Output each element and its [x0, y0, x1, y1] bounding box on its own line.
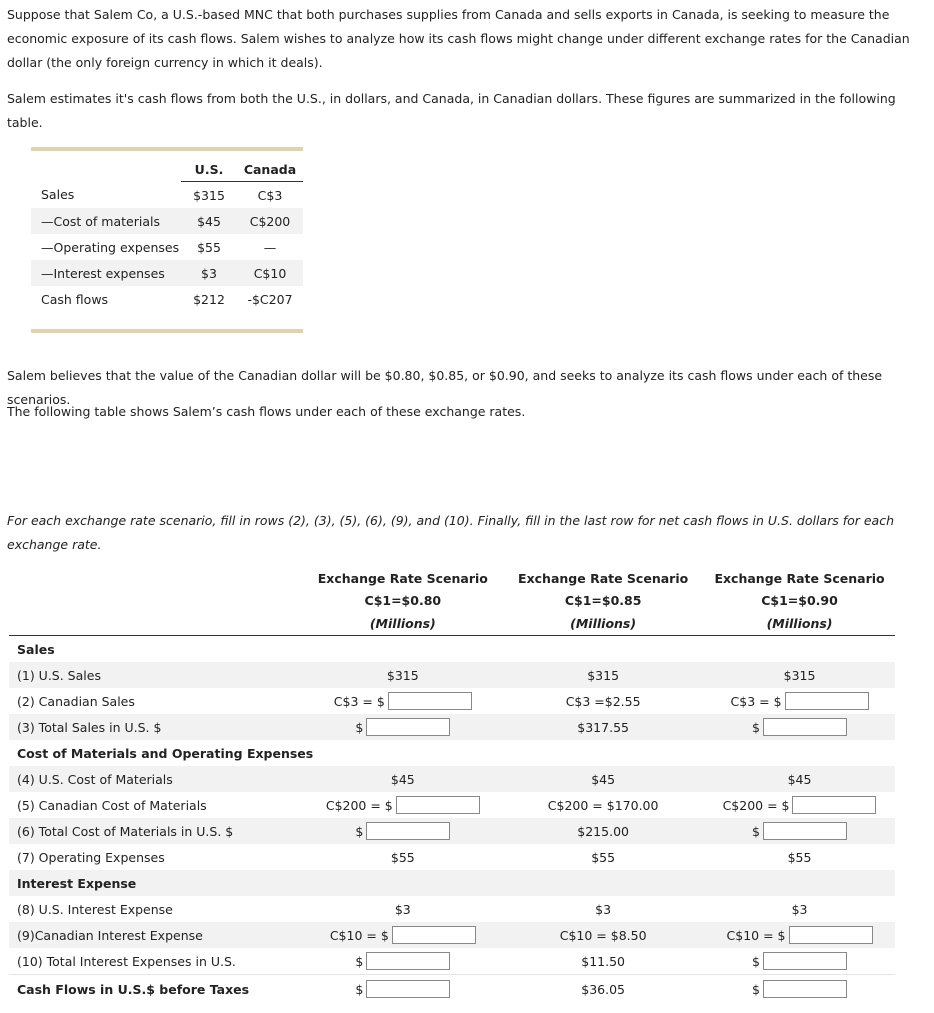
input-prefix: $ [752, 719, 760, 735]
input-prefix: C$10 = $ [726, 927, 786, 943]
summary-header-us: U.S. [181, 157, 237, 182]
us-value: $45 [181, 208, 237, 234]
input-prefix: $ [355, 953, 364, 969]
answer-input[interactable] [388, 692, 472, 710]
scenario-085-value: $36.05 [502, 975, 704, 1004]
intro-paragraph-2: Salem estimates it's cash flows from both the U.S., in dollars, and Canada, in Canadian dollars. These figures are summarized in the following table. [7, 91, 896, 130]
scenario-090-value: $55 [787, 849, 812, 865]
summary-header-canada: Canada [237, 157, 303, 182]
answer-input[interactable] [366, 822, 450, 840]
summary-header-row [31, 157, 303, 182]
input-prefix: $ [355, 981, 364, 997]
input-prefix: C$3 = $ [333, 693, 385, 709]
scenario-table [9, 567, 895, 1003]
scenario-rate: C$1=$0.80 [364, 592, 442, 608]
answer-input[interactable] [366, 718, 450, 736]
answer-input[interactable] [785, 692, 869, 710]
row-label: (9)Canadian Interest Expense [9, 922, 303, 948]
table-row [31, 260, 303, 286]
section-row [9, 870, 895, 896]
scenario-heading: Exchange Rate Scenario [518, 570, 689, 586]
row-label: (2) Canadian Sales [17, 693, 135, 709]
scenario-085-value: $55 [591, 849, 616, 865]
divider [31, 329, 303, 333]
input-prefix: C$3 = $ [730, 693, 782, 709]
instruction-text: For each exchange rate scenario, fill in rows (2), (3), (5), (6), (9), and (10). Finally, fill in the last row for net cash flows in U.S. dollars for each exchange rate. [7, 513, 895, 552]
summary-header-blank [31, 157, 181, 182]
table-row [9, 688, 895, 714]
scenario-085-value: $11.50 [581, 953, 625, 969]
table-row [9, 844, 895, 870]
answer-input[interactable] [792, 796, 876, 814]
table-row [31, 208, 303, 234]
canada-value: -$C207 [247, 291, 293, 307]
table-row [9, 714, 895, 740]
canada-value: — [263, 239, 277, 255]
row-label: Sales [41, 187, 75, 203]
canada-value: C$10 [237, 260, 303, 286]
row-label: —Cost of materials [31, 208, 181, 234]
answer-input[interactable] [763, 952, 847, 970]
table-row [31, 182, 303, 209]
scenario-090-value: $45 [704, 766, 895, 792]
us-value: $212 [193, 291, 225, 307]
input-prefix: $ [752, 953, 760, 969]
us-value: $3 [181, 260, 237, 286]
scenario-080-value: $55 [390, 849, 415, 865]
table-row [9, 766, 895, 792]
scenario-080-value: $315 [303, 662, 502, 688]
scenario-paragraph: Salem believes that the value of the Canadian dollar will be $0.80, $0.85, or $0.90, and seeks to analyze its cash flows under each of these scenarios. [7, 368, 883, 407]
scenario-085-value: C$3 =$2.55 [565, 693, 641, 709]
scenario-085-value: $215.00 [502, 818, 704, 844]
row-label: (1) U.S. Sales [9, 662, 303, 688]
table-row [9, 792, 895, 818]
row-label: Cash Flows in U.S.$ before Taxes [9, 975, 303, 1004]
row-label: (8) U.S. Interest Expense [17, 901, 173, 917]
scenario-090-value: $315 [704, 662, 895, 688]
scenario-heading: Exchange Rate Scenario [714, 570, 885, 586]
scenario-units: (Millions) [704, 611, 895, 636]
input-prefix: $ [752, 823, 760, 839]
us-value: $55 [197, 239, 221, 255]
summary-table-container [31, 147, 303, 333]
scenario-080-value: $45 [303, 766, 502, 792]
scenario-rate-row [9, 589, 895, 611]
canada-value: C$200 [237, 208, 303, 234]
scenario-085-value: $45 [502, 766, 704, 792]
scenario-085-value: C$200 = $170.00 [547, 797, 659, 813]
input-prefix: C$10 = $ [329, 927, 389, 943]
table-row [31, 286, 303, 312]
row-label: (6) Total Cost of Materials in U.S. $ [9, 818, 303, 844]
section-row [9, 636, 895, 663]
section-label-costs: Cost of Materials and Operating Expenses [17, 745, 314, 761]
answer-input[interactable] [763, 718, 847, 736]
table-row [9, 818, 895, 844]
table-row [9, 662, 895, 688]
row-label: (5) Canadian Cost of Materials [17, 797, 207, 813]
table-row [9, 975, 895, 1004]
row-label: (3) Total Sales in U.S. $ [9, 714, 303, 740]
row-label: (4) U.S. Cost of Materials [9, 766, 303, 792]
row-label: —Operating expenses [41, 239, 180, 255]
canada-value: C$3 [257, 187, 283, 203]
scenario-units: (Millions) [502, 611, 704, 636]
scenario-units-row [9, 611, 895, 636]
table-row [9, 922, 895, 948]
answer-input[interactable] [366, 952, 450, 970]
scenario-heading: Exchange Rate Scenario [317, 570, 488, 586]
row-label: —Interest expenses [31, 260, 181, 286]
answer-input[interactable] [392, 926, 476, 944]
answer-input[interactable] [396, 796, 480, 814]
answer-input[interactable] [763, 980, 847, 998]
scenario-085-value: $317.55 [502, 714, 704, 740]
section-label-sales: Sales [17, 641, 55, 657]
scenario-header-row [9, 567, 895, 589]
row-label: Cash flows [41, 291, 109, 307]
row-label: (7) Operating Expenses [17, 849, 165, 865]
input-prefix: C$200 = $ [325, 797, 393, 813]
scenario-085-value: C$10 = $8.50 [502, 922, 704, 948]
scenario-units: (Millions) [303, 611, 502, 636]
scenario-085-value: $315 [502, 662, 704, 688]
row-label: (10) Total Interest Expenses in U.S. [17, 953, 236, 969]
answer-input[interactable] [789, 926, 873, 944]
answer-input[interactable] [366, 980, 450, 998]
scenario-090-value: $3 [791, 901, 808, 917]
scenario-080-value: $3 [394, 901, 411, 917]
intro-paragraph: Suppose that Salem Co, a U.S.-based MNC that both purchases supplies from Canada and sells exports in Canada, is seeking to measure the economic exposure of its cash flows. Salem wishes to analyze how its cash flows might change under different exchange rates for the Canadian dollar (the only foreign currency in which it deals). [7, 7, 910, 70]
table-row [9, 948, 895, 975]
input-prefix: $ [752, 981, 760, 997]
section-row [9, 740, 895, 766]
scenario-paragraph-2: The following table shows Salem’s cash flows under each of these exchange rates. [7, 404, 526, 419]
input-prefix: $ [355, 823, 364, 839]
input-prefix: $ [355, 719, 364, 735]
scenario-rate: C$1=$0.90 [761, 592, 838, 608]
divider [31, 147, 303, 151]
table-row [31, 234, 303, 260]
scenario-085-value: $3 [595, 901, 612, 917]
input-prefix: C$200 = $ [722, 797, 790, 813]
table-row [9, 896, 895, 922]
scenario-rate: C$1=$0.85 [564, 592, 642, 608]
section-label-interest: Interest Expense [9, 870, 895, 896]
us-value: $315 [193, 187, 225, 203]
answer-input[interactable] [763, 822, 847, 840]
summary-table [31, 157, 303, 312]
